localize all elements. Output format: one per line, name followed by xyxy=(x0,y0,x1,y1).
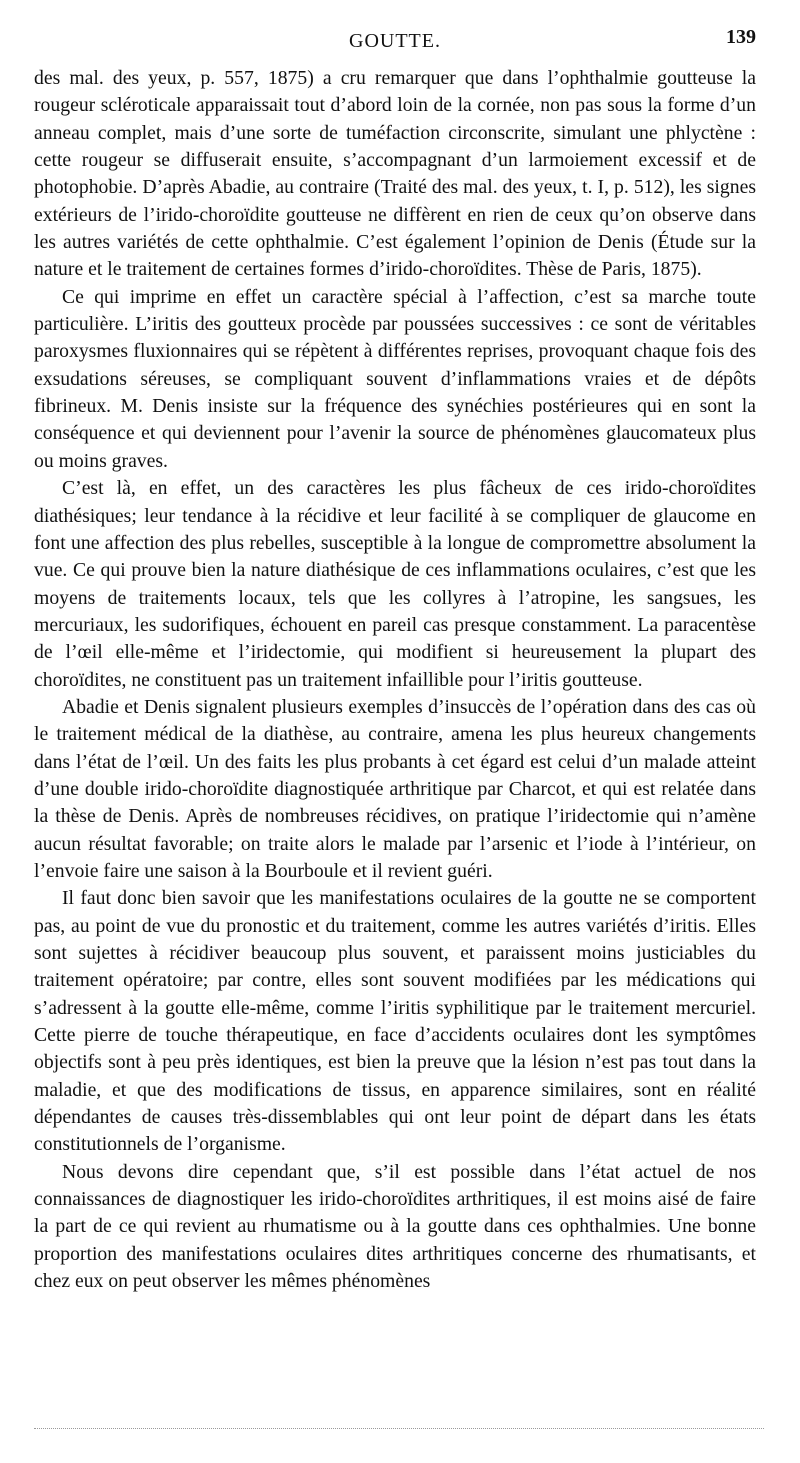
page-header xyxy=(34,22,756,52)
paragraph: Nous devons dire cependant que, s’il est possible dans l’état actuel de nos connaissances de diagnostiquer les irido-choroïdites arthritiques, il est moins aisé de faire la part de ce qui revient au rhumatisme ou à la goutte dans ces ophthalmies. Une bonne proportion des manifestations oculaires dites arthritiques concerne des rhumatisants, et chez eux on peut observer les mêmes phénomènes xyxy=(34,1160,756,1293)
body-text xyxy=(34,65,756,1295)
paragraph: Il faut donc bien savoir que les manifestations oculaires de la goutte ne se comportent pas, au point de vue du pronostic et du traitement, comme les autres variétés d’iritis. Elles sont sujettes à récidiver beaucoup plus souvent, et paraissent moins justiciables du traitement opératoire; par contre, elles sont souvent modifiées par les médications qui s’adressent à la goutte elle-même, comme l’iritis syphilitique par le traitement mercuriel. Cette pierre de touche thérapeutique, en face d’accidents oculaires dont les symptômes objectifs sont à peu près identiques, est bien la preuve que la lésion n’est pas tout dans la maladie, et que des modifications de tissus, en apparence similaires, sont en réalité dépendantes de causes très-dissemblables qui ont leur point de départ dans les états constitutionnels de l’organisme. xyxy=(34,887,756,1156)
page-number: 139 xyxy=(726,26,756,48)
footer-rule xyxy=(34,1428,764,1429)
running-title: GOUTTE. xyxy=(349,30,441,52)
paragraph: des mal. des yeux, p. 557, 1875) a cru remarquer que dans l’ophthalmie goutteuse la rougeur scléroticale apparaissait tout d’abord loin de la cornée, non pas sous la forme d’un anneau complet, mais d’une sorte de tuméfaction circonscrite, simulant une phlyctène : cette rougeur se diffuserait ensuite, s’accompagnant d’un larmoiement excessif et de photophobie. D’après Abadie, au contraire (Traité des mal. des yeux, t. I, p. 512), les signes extérieurs de l’irido-choroïdite goutteuse ne diffèrent en rien de ceux qu’on observe dans les autres variétés de cette ophthalmie. C’est également l’opinion de Denis (Étude sur la nature et le traitement de certaines formes d’irido-choroïdites. Thèse de Paris, 1875). xyxy=(34,67,756,281)
paragraph: Ce qui imprime en effet un caractère spécial à l’affection, c’est sa marche toute particulière. L’iritis des goutteux procède par poussées successives : ce sont de véritables paroxysmes fluxionnaires qui se répètent à différentes reprises, provoquant chaque fois des exsudations séreuses, se compliquant souvent d’inflammations vraies et de dépôts fibrineux. M. Denis insiste sur la fréquence des synéchies postérieures qui en sont la conséquence et qui deviennent pour l’avenir la source de phénomènes glaucomateux plus ou moins graves. xyxy=(34,285,756,472)
paragraph: C’est là, en effet, un des caractères les plus fâcheux de ces irido-choroïdites diathésiques; leur tendance à la récidive et leur facilité à se compliquer de glaucome en font une affection des plus rebelles, susceptible à la longue de compromettre absolument la vue. Ce qui prouve bien la nature diathésique de ces inflammations oculaires, c’est que les moyens de traitements locaux, tels que les collyres à l’atropine, les sangsues, les mercuriaux, les sudorifiques, échouent en pareil cas presque constamment. La paracentèse de l’œil elle-même et l’iridectomie, qui modifient si heureusement la plupart des choroïdites, ne constituent pas un traitement infaillible pour l’iritis goutteuse. xyxy=(34,477,756,691)
paragraph: Abadie et Denis signalent plusieurs exemples d’insuccès de l’opération dans des cas où le traitement médical de la diathèse, au contraire, amena les plus heureux changements dans l’état de l’œil. Un des faits les plus probants à cet égard est celui d’un malade atteint d’une double irido-choroïdite diagnostiquée arthritique par Charcot, et qui est relatée dans la thèse de Denis. Après de nombreuses récidives, on pratique l’iridectomie qui n’amène aucun résultat favorable; on traite alors le malade par l’arsenic et l’iode à l’intérieur, on l’envoie faire une saison à la Bourboule et il revient guéri. xyxy=(34,695,756,882)
